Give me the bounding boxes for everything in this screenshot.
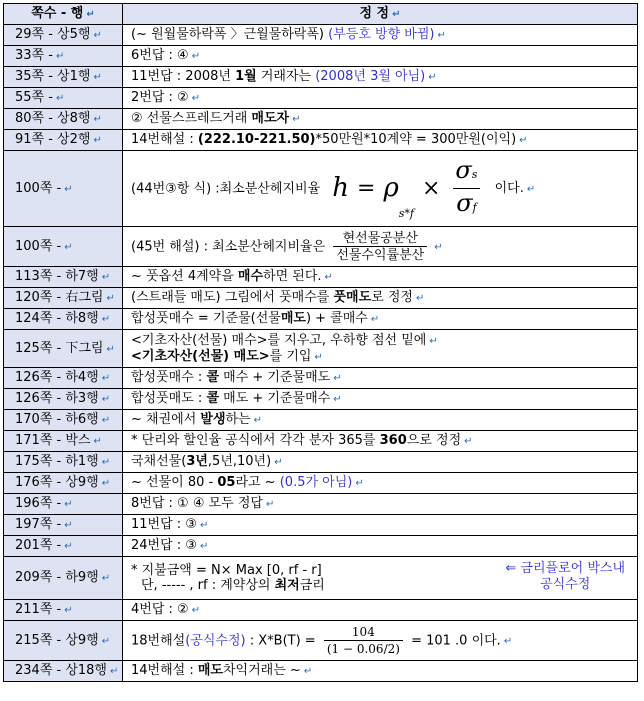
page-cell: 100쪽 - ↵ [4, 227, 123, 267]
header-row [4, 4, 638, 25]
table-row [4, 109, 638, 130]
page-cell: 171쪽 - 박스 ↵ [4, 431, 123, 452]
table-row [4, 410, 638, 431]
table-row [4, 431, 638, 452]
correction-cell [123, 557, 638, 600]
page-cell: 80쪽 - 상8행 ↵ [4, 109, 123, 130]
errata-table [3, 3, 638, 682]
header-page-col: 쪽수 - 행 ↵ [4, 4, 123, 25]
correction-cell: 24번답 : ③ ↵ [123, 536, 638, 557]
correction-cell: 합성풋매도 : 콜 매도 + 기준물매수 ↵ [123, 389, 638, 410]
page-cell: 126쪽 - 하3행 ↵ [4, 389, 123, 410]
correction-cell: (~ 원월물하락폭 〉근월물하락폭) (부등호 방향 바뀜) ↵ [123, 25, 638, 46]
table-row [4, 130, 638, 151]
table-row [4, 67, 638, 88]
page-cell: 176쪽 - 상9행 ↵ [4, 473, 123, 494]
correction-cell: 6번답 : ④ ↵ [123, 46, 638, 67]
correction-cell: ~ 채권에서 발생하는 ↵ [123, 410, 638, 431]
table-row [4, 227, 638, 267]
correction-cell: 11번답 : ③ ↵ [123, 515, 638, 536]
correction-cell: (44번③항 식) :최소분산헤지비율 h = ρ s*f × $\frac{\sigma s}{\sigma f}$ 이다. ↵ [123, 151, 638, 227]
page-cell: 91쪽 - 상2행 ↵ [4, 130, 123, 151]
table-row [4, 621, 638, 661]
page-cell: 201쪽 - ↵ [4, 536, 123, 557]
floor-note: ⇐ 금리플로어 박스내 공식수정 [505, 561, 625, 592]
page-cell: 126쪽 - 하4행 ↵ [4, 368, 123, 389]
table-row [4, 515, 638, 536]
header-correction-col: 정 정 ↵ [123, 4, 638, 25]
page-cell: 125쪽 - 下그림 ↵ [4, 330, 123, 368]
page-cell: 234쪽 - 상18행 ↵ [4, 661, 123, 682]
table-row [4, 389, 638, 410]
table-row [4, 368, 638, 389]
page-cell: 120쪽 - 右그림 ↵ [4, 288, 123, 309]
variance-fraction: $\frac{\text{현선물공분산}}{\text{선물수익률분산}}$ [333, 231, 427, 263]
price-fraction: $\frac{104}{(1 - 0.06/2)}$ [324, 625, 403, 657]
table-row [4, 536, 638, 557]
correction-cell: 14번해설 : 매도차익거래는 ~ ↵ [123, 661, 638, 682]
correction-cell: 14번해설 : (222.10-221.50)*50만원*10계약 = 300만원(이익) ↵ [123, 130, 638, 151]
page-cell: 211쪽 - ↵ [4, 600, 123, 621]
payment-formula-note: 단, ----- , rf : 계약상의 최저금리 [141, 578, 325, 593]
correction-cell: ~ 풋옵션 4계약을 매수하면 된다. ↵ [123, 267, 638, 288]
correction-cell: * 단리와 할인율 공식에서 각각 분자 365를 360으로 정정 ↵ [123, 431, 638, 452]
correction-cell: <기초자산(선물) 매수>를 지우고, 우하향 점선 밑에 ↵ <기초자산(선물) 매도>를 기입 ↵ [123, 330, 638, 368]
page-cell: 124쪽 - 하8행 ↵ [4, 309, 123, 330]
table-row [4, 25, 638, 46]
table-row [4, 661, 638, 682]
correction-cell: 국채선물(3년,5년,10년) ↵ [123, 452, 638, 473]
correction-cell: ~ 선물이 80 - 05라고 ~ (0.5가 아님) ↵ [123, 473, 638, 494]
page-cell: 35쪽 - 상1행 ↵ [4, 67, 123, 88]
page-cell: 33쪽 - ↵ [4, 46, 123, 67]
page-cell: 209쪽 - 하9행 ↵ [4, 557, 123, 600]
table-row [4, 46, 638, 67]
table-row [4, 288, 638, 309]
page-cell: 197쪽 - ↵ [4, 515, 123, 536]
table-row [4, 473, 638, 494]
table-row [4, 330, 638, 368]
table-row [4, 151, 638, 227]
table-row [4, 88, 638, 109]
page-cell: 170쪽 - 하6행 ↵ [4, 410, 123, 431]
correction-cell: 4번답 : ② ↵ [123, 600, 638, 621]
correction-cell: (스트래들 매도) 그림에서 풋매수를 풋매도로 정정 ↵ [123, 288, 638, 309]
table-row [4, 267, 638, 288]
table-row [4, 600, 638, 621]
hedge-ratio-formula: h = ρ s*f × $\frac{\sigma s}{\sigma f}$ [324, 157, 484, 221]
table-row [4, 494, 638, 515]
page-cell: 196쪽 - ↵ [4, 494, 123, 515]
page-cell: 175쪽 - 하1행 ↵ [4, 452, 123, 473]
page-cell: 55쪽 - ↵ [4, 88, 123, 109]
page-cell: 29쪽 - 상5행 ↵ [4, 25, 123, 46]
page-cell: 100쪽 - ↵ [4, 151, 123, 227]
correction-cell: 2번답 : ② ↵ [123, 88, 638, 109]
page-cell: 113쪽 - 하7행 ↵ [4, 267, 123, 288]
correction-cell: ② 선물스프레드거래 매도자 ↵ [123, 109, 638, 130]
correction-cell: 11번답 : 2008년 1월 거래자는 (2008년 3월 아님) ↵ [123, 67, 638, 88]
payment-formula-line: * 지불금액 = N× Max [0, rf - r] [131, 563, 322, 578]
table-row [4, 452, 638, 473]
correction-cell: 18번해설(공식수정) : X*B(T) = $\frac{104}{(1 - 0.06/2)}$ = 101 .0 이다. ↵ [123, 621, 638, 661]
correction-cell: 8번답 : ① ④ 모두 정답 ↵ [123, 494, 638, 515]
table-row [4, 309, 638, 330]
table-row [4, 557, 638, 600]
correction-cell: 합성풋매수 = 기준물(선물매도) + 콜매수 ↵ [123, 309, 638, 330]
page-cell: 215쪽 - 상9행 ↵ [4, 621, 123, 661]
correction-cell: 합성풋매수 : 콜 매수 + 기준물매도 ↵ [123, 368, 638, 389]
correction-cell: (45번 해설) : 최소분산헤지비율은 $\frac{\text{현선물공분산}}{\text{선물수익률분산}}$ ↵ [123, 227, 638, 267]
